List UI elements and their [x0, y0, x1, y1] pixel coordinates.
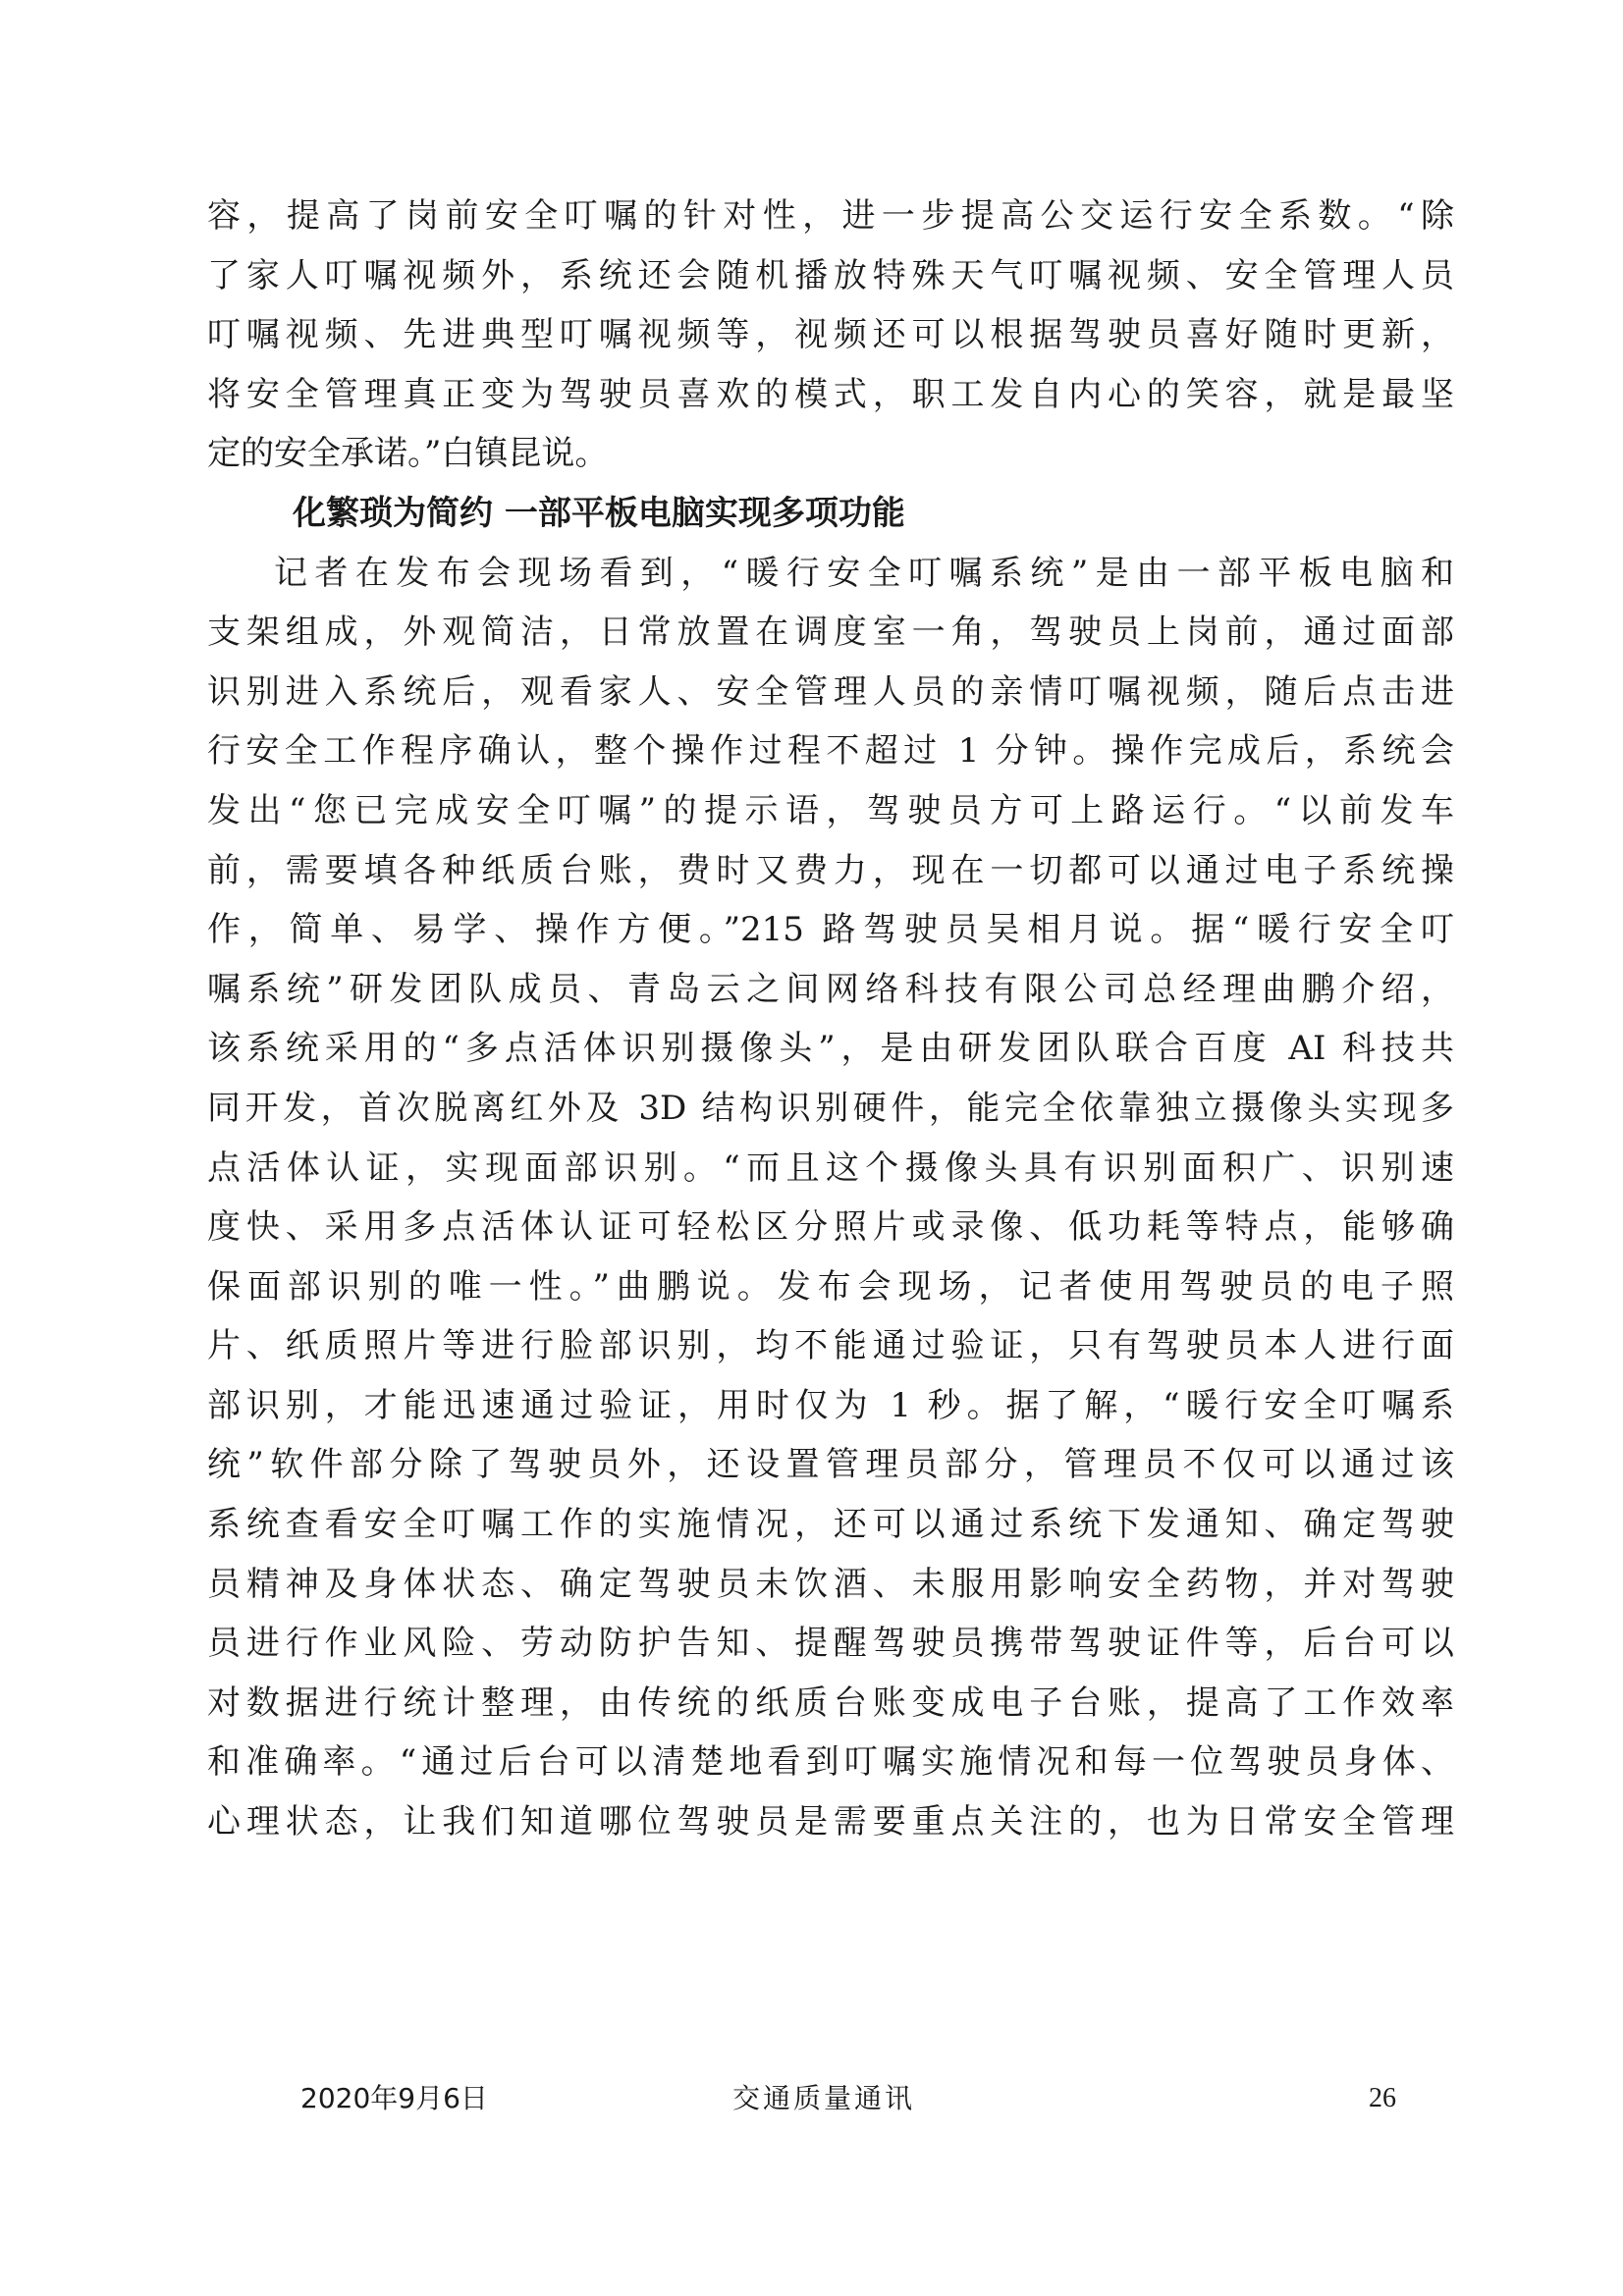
body-text-line: 点活体认证，实现面部识别。“而且这个摄像头具有识别面积广、识别速: [207, 1148, 1454, 1188]
body-text-line: 统”软件部分除了驾驶员外，还设置管理员部分，管理员不仅可以通过该: [207, 1445, 1454, 1485]
body-text-line: 度快、采用多点活体认证可轻松区分照片或录像、低功耗等特点，能够确: [207, 1207, 1454, 1248]
article-body: [207, 187, 1454, 1852]
body-text-line: 定的安全承诺。”白镇昆说。: [207, 434, 609, 474]
footer-date: 2020年9月6日: [300, 2082, 488, 2114]
section-heading: 化繁琐为简约 一部平板电脑实现多项功能: [293, 493, 905, 533]
body-text-line: 员精神及身体状态、确定驾驶员未饮酒、未服用影响安全药物，并对驾驶: [207, 1564, 1454, 1604]
body-text-line: 容，提高了岗前安全叮嘱的针对性，进一步提高公交运行安全系数。“除: [207, 196, 1454, 236]
body-text-line: 记者在发布会现场看到，“暖行安全叮嘱系统”是由一部平板电脑和: [274, 553, 1454, 593]
body-text-line: 片、纸质照片等进行脸部识别，均不能通过验证，只有驾驶员本人进行面: [207, 1326, 1454, 1366]
body-text-line: 保面部识别的唯一性。”曲鹏说。发布会现场，记者使用驾驶员的电子照: [207, 1266, 1454, 1307]
body-text-line: 发出“您已完成安全叮嘱”的提示语，驾驶员方可上路运行。“以前发车: [207, 790, 1454, 830]
page-number: 26: [1369, 2083, 1396, 2113]
body-text-line: 对数据进行统计整理，由传统的纸质台账变成电子台账，提高了工作效率: [207, 1682, 1454, 1723]
body-text-line: 将安全管理真正变为驾驶员喜欢的模式，职工发自内心的笑容，就是最坚: [207, 374, 1454, 414]
body-text-line: 嘱系统”研发团队成员、青岛云之间网络科技有限公司总经理曲鹏介绍，: [207, 969, 1454, 1009]
body-text-line: 员进行作业风险、劳动防护告知、提醒驾驶员携带驾驶证件等，后台可以: [207, 1624, 1454, 1664]
body-text-line: 部识别，才能迅速通过验证，用时仅为 1 秒。据了解，“暖行安全叮嘱系: [207, 1385, 1454, 1425]
body-text-line: 系统查看安全叮嘱工作的实施情况，还可以通过系统下发通知、确定驾驶: [207, 1505, 1454, 1545]
body-text-line: 了家人叮嘱视频外，系统还会随机播放特殊天气叮嘱视频、安全管理人员: [207, 255, 1454, 295]
footer-publication-title: 交通质量通讯: [732, 2082, 916, 2114]
body-text-line: 支架组成，外观简洁，日常放置在调度室一角，驾驶员上岗前，通过面部: [207, 613, 1454, 653]
body-text-line: 心理状态，让我们知道哪位驾驶员是需要重点关注的，也为日常安全管理: [207, 1802, 1454, 1842]
body-text-line: 前，需要填各种纸质台账，费时又费力，现在一切都可以通过电子系统操: [207, 850, 1454, 890]
body-text-line: 同开发，首次脱离红外及 3D 结构识别硬件，能完全依靠独立摄像头实现多: [207, 1088, 1454, 1128]
body-text-line: 作，简单、易学、操作方便。”215 路驾驶员吴相月说。据“暖行安全叮: [207, 910, 1454, 950]
body-text-line: 行安全工作程序确认，整个操作过程不超过 1 分钟。操作完成后，系统会: [207, 731, 1454, 772]
body-text-line: 识别进入系统后，观看家人、安全管理人员的亲情叮嘱视频，随后点击进: [207, 671, 1454, 712]
body-text-line: 和准确率。“通过后台可以清楚地看到叮嘱实施情况和每一位驾驶员身体、: [207, 1742, 1454, 1783]
body-text-line: 叮嘱视频、先进典型叮嘱视频等，视频还可以根据驾驶员喜好随时更新，: [207, 315, 1454, 355]
body-text-line: 该系统采用的“多点活体识别摄像头”，是由研发团队联合百度 AI 科技共: [207, 1029, 1454, 1069]
